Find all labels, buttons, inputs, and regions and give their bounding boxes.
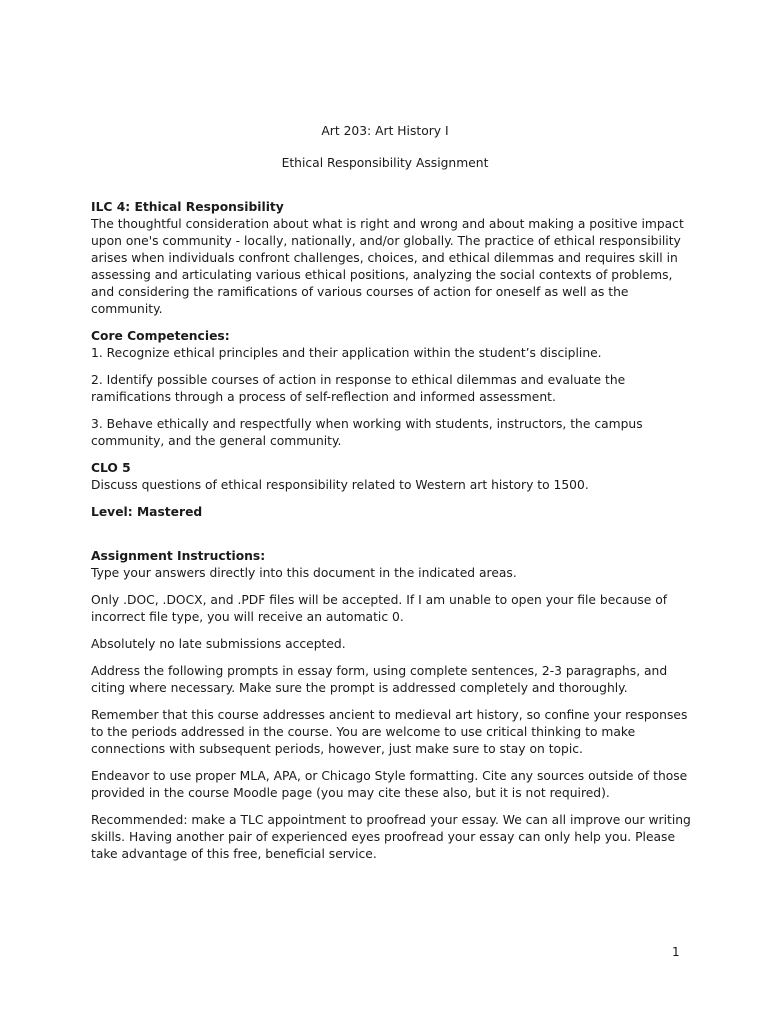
level-label: Level: Mastered — [91, 505, 203, 519]
page-number: 1 — [672, 945, 680, 959]
instructions-heading: Assignment Instructions: — [91, 549, 266, 563]
ilc-heading: ILC 4: Ethical Responsibility — [91, 200, 284, 214]
core-competency-2: 2. Identify possible courses of action in response to ethical dilemmas and evaluate the ramifications through a process of self-reflection and informed assessment. — [91, 373, 626, 404]
core-competency-1: 1. Recognize ethical principles and their application within the student’s discipline. — [91, 346, 602, 360]
instruction-paragraph: Absolutely no late submissions accepted. — [91, 637, 346, 651]
instruction-paragraph: Recommended: make a TLC appointment to proofread your essay. We can all improve our writing skills. Having another pair of experienced eyes proofread your essay can only help you. Please take advantage of this free, beneficial service. — [91, 813, 691, 861]
instruction-paragraph: Address the following prompts in essay form, using complete sentences, 2-3 paragraphs, and citing where necessary. Make sure the prompt is addressed completely and thoroughly. — [91, 664, 668, 695]
course-title: Art 203: Art History I — [321, 124, 449, 138]
instruction-paragraph: Endeavor to use proper MLA, APA, or Chicago Style formatting. Cite any sources outside of those provided in the course Moodle page (you may cite these also, but it is not required). — [91, 769, 688, 800]
ilc-body: The thoughtful consideration about what is right and wrong and about making a positive impact upon one's community - locally, nationally, and/or globally. The practice of ethical responsibility arises when individuals confront challenges, choices, and ethical dilemmas and requires skill in assessing and articulating various ethical positions, analyzing the social contexts of problems, and considering the ramifications of various courses of action for oneself as well as the community. — [91, 217, 684, 316]
clo-body: Discuss questions of ethical responsibility related to Western art history to 1500. — [91, 478, 589, 492]
instruction-paragraph: Type your answers directly into this document in the indicated areas. — [91, 566, 517, 580]
instruction-paragraph: Only .DOC, .DOCX, and .PDF files will be accepted. If I am unable to open your file because of incorrect file type, you will receive an automatic 0. — [91, 593, 668, 624]
instruction-paragraph: Remember that this course addresses ancient to medieval art history, so confine your responses to the periods addressed in the course. You are welcome to use critical thinking to make connections with subsequent periods, however, just make sure to stay on topic. — [91, 708, 688, 756]
clo-heading: CLO 5 — [91, 461, 131, 475]
core-competency-3: 3. Behave ethically and respectfully when working with students, instructors, the campus community, and the general community. — [91, 417, 643, 448]
document-body — [91, 199, 691, 863]
assignment-title: Ethical Responsibility Assignment — [281, 156, 489, 170]
core-competencies-heading: Core Competencies: — [91, 329, 230, 343]
